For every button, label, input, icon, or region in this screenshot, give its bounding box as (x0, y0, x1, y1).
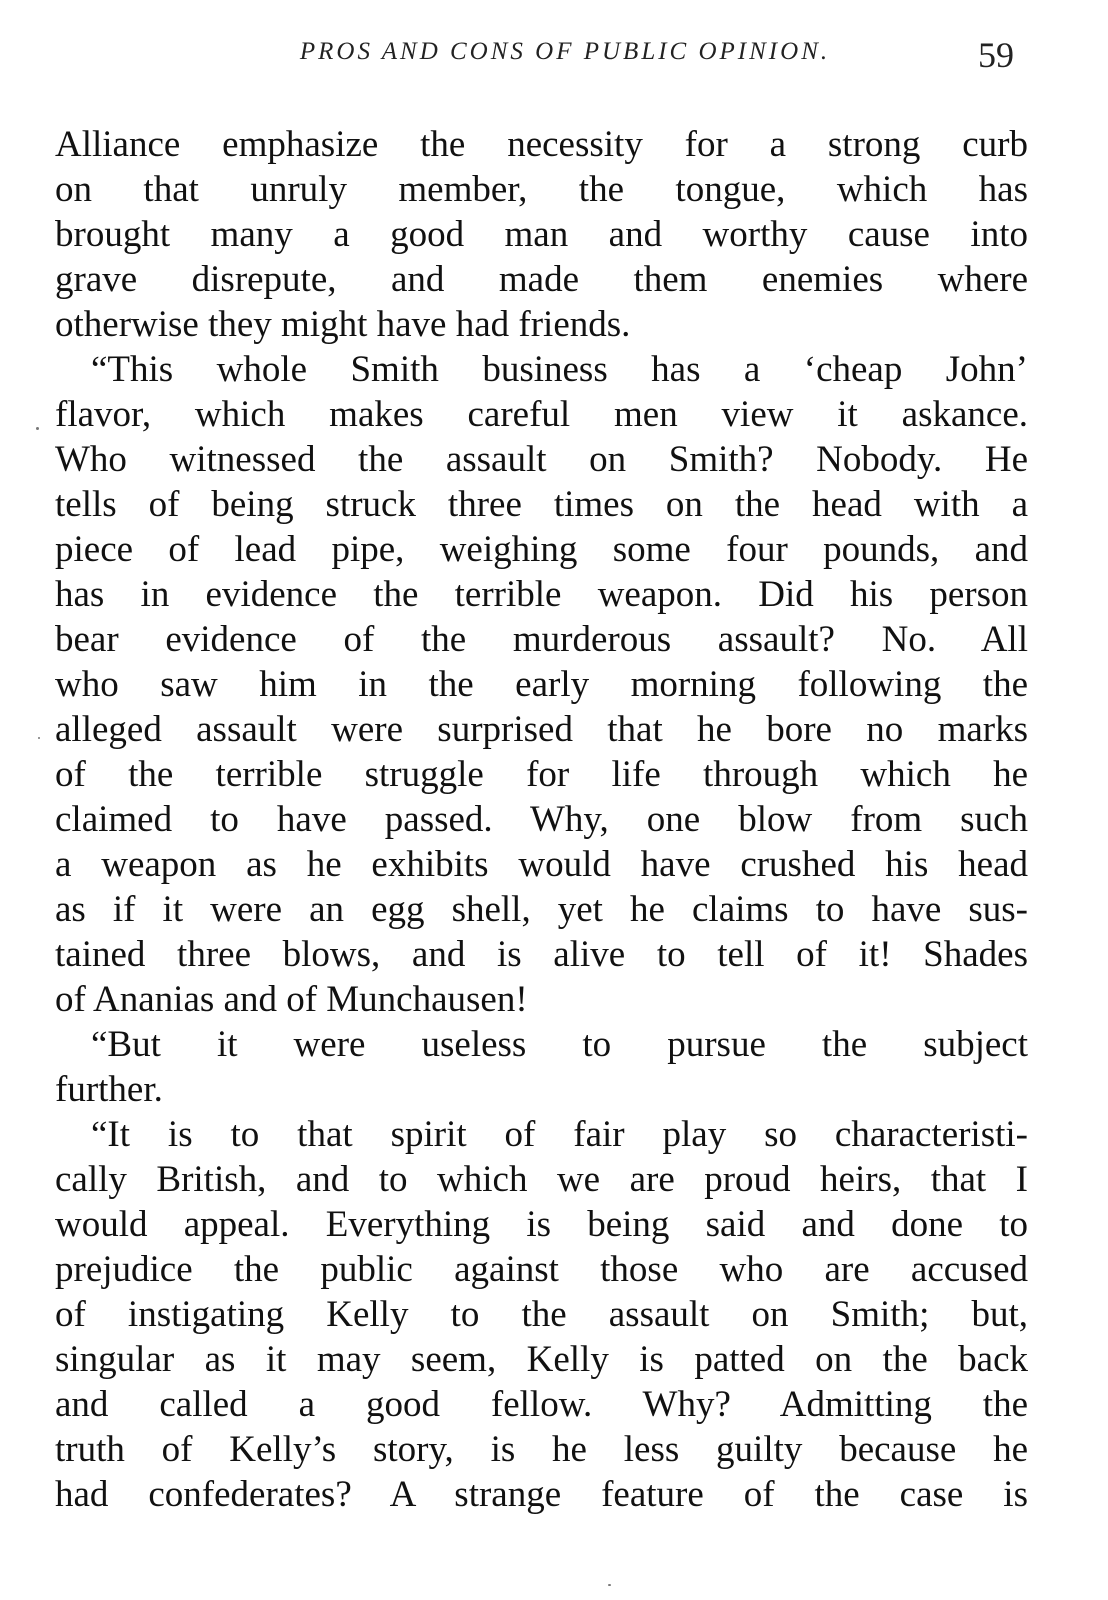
text-line: tained three blows, and is alive to tell of it! Shades (55, 934, 1028, 975)
text-line: had confederates? A strange feature of the case is (55, 1474, 1028, 1515)
paper-speck (36, 427, 39, 430)
text-line: of Ananias and of Munchausen! (55, 979, 528, 1020)
text-line: tells of being struck three times on the head with a (55, 484, 1028, 525)
text-line: piece of lead pipe, weighing some four pounds, and (55, 529, 1028, 570)
text-line: “It is to that spirit of fair play so characteristi- (91, 1114, 1028, 1155)
text-line: singular as it may seem, Kelly is patted on the back (55, 1339, 1028, 1380)
text-line: truth of Kelly’s story, is he less guilty because he (55, 1429, 1028, 1470)
text-line: “But it were useless to pursue the subject (91, 1024, 1028, 1065)
text-line: grave disrepute, and made them enemies where (55, 259, 1028, 300)
text-line: flavor, which makes careful men view it askance. (55, 394, 1028, 435)
text-line: and called a good fellow. Why? Admitting the (55, 1384, 1028, 1425)
text-line: of the terrible struggle for life through which he (55, 754, 1028, 795)
text-line: of instigating Kelly to the assault on Smith; but, (55, 1294, 1028, 1335)
text-line: alleged assault were surprised that he bore no marks (55, 709, 1028, 750)
paper-speck (38, 737, 40, 739)
text-line: “This whole Smith business has a ‘cheap John’ (91, 349, 1028, 390)
text-line: a weapon as he exhibits would have crushed his head (55, 844, 1028, 885)
text-line: Alliance emphasize the necessity for a strong curb (55, 124, 1028, 165)
text-line: on that unruly member, the tongue, which has (55, 169, 1028, 210)
text-line: otherwise they might have had friends. (55, 304, 631, 345)
text-line: further. (55, 1069, 163, 1110)
body-text (55, 122, 1028, 1517)
text-line: brought many a good man and worthy cause into (55, 214, 1028, 255)
text-line: prejudice the public against those who are accused (55, 1249, 1028, 1290)
text-line: claimed to have passed. Why, one blow from such (55, 799, 1028, 840)
text-line: as if it were an egg shell, yet he claims to have sus- (55, 889, 1028, 930)
text-line: cally British, and to which we are proud heirs, that I (55, 1159, 1028, 1200)
text-line: would appeal. Everything is being said and done to (55, 1204, 1028, 1245)
text-line: has in evidence the terrible weapon. Did his person (55, 574, 1028, 615)
text-line: Who witnessed the assault on Smith? Nobody. He (55, 439, 1028, 480)
paper-speck (608, 1584, 611, 1586)
text-line: bear evidence of the murderous assault? No. All (55, 619, 1028, 660)
page-number: 59 (978, 35, 1014, 75)
text-line: who saw him in the early morning following the (55, 664, 1028, 705)
running-title: PROS AND CONS OF PUBLIC OPINION. (299, 38, 831, 65)
